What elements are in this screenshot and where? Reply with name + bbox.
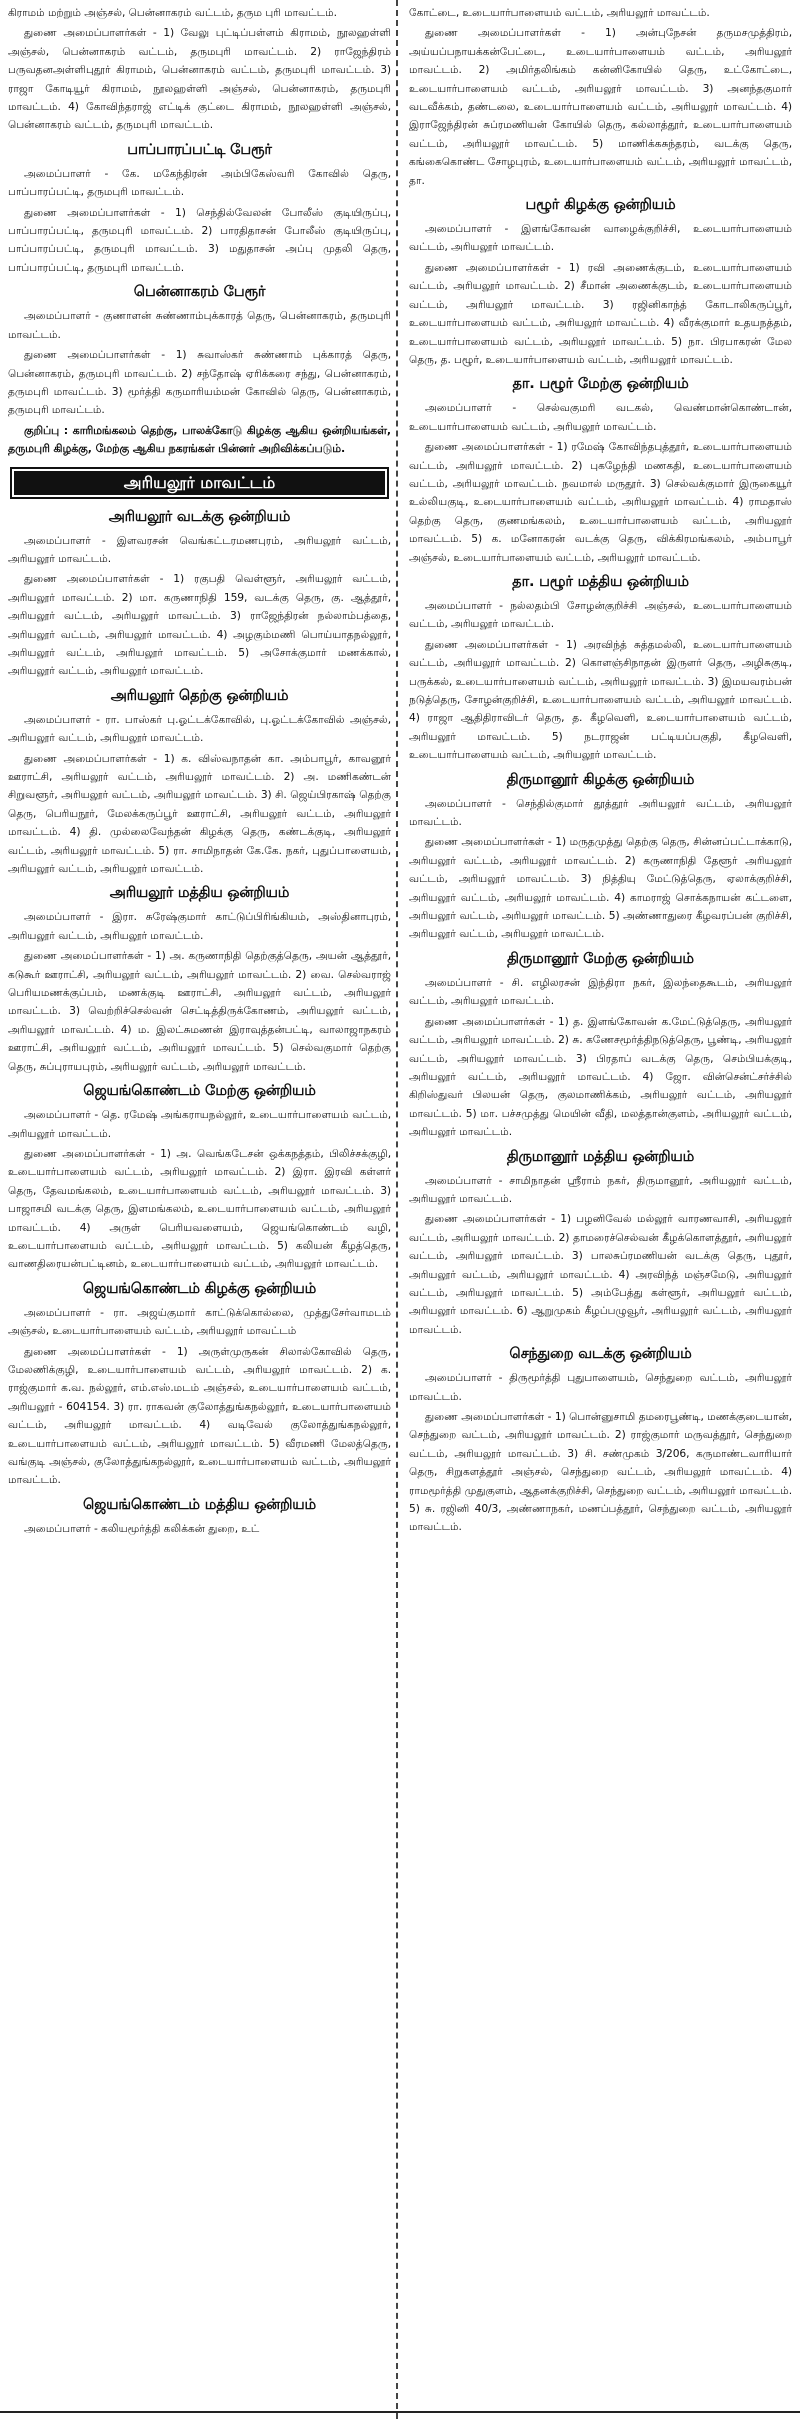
section-heading: செந்துறை வடக்கு ஒன்றியம்	[509, 1346, 692, 1363]
paragraph: அமைப்பாளர் - இளவரசன் வெங்கட்டரமணபுரம், அரியலூர் வட்டம், அரியலூர் மாவட்டம்.	[8, 533, 391, 565]
paragraph: அமைப்பாளர் - தெ. ரமேஷ் அங்கராயநல்லூர், உடையார்பாளையம் வட்டம், அரியலூர் மாவட்டம்.	[8, 1108, 391, 1140]
paragraph: அமைப்பாளர் - செல்வகுமரி வடகல், வெண்மான்கொண்டான், உடையார்பாளையம் வட்டம், அரியலூர் மாவட்டம்.	[409, 401, 792, 433]
section-heading: ஜெயங்கொண்டம் மத்திய ஒன்றியம்	[82, 1496, 317, 1513]
paragraph: துணை அமைப்பாளர்கள் - 1) அன்புநேசன் தருமசமுத்திரம், அய்யப்பநாயக்கன்பேட்டை, உடையார்பாளையம் வட்டம், அரியலூர் மாவட்டம். 2) அமிர்தலிங்கம் கன்னிகோயில் தெரு, உட்கோட்டை, உடையார்பாளையம் வட்டம், அரியலூர் மாவட்டம். 3) அனந்தகுமார் வடவீக்கம், தண்டலை, உடையார்பாளையம் வட்டம், அரியலூர் மாவட்டம். 4) இராஜேந்திரன் சுப்ரமணியன் கோயில் தெரு, கல்லாத்தூர், உடையார்பாளையம் வட்டம், அரியலூர் மாவட்டம். 5) மாணிக்கசுந்தரம், வடக்கு தெரு, கங்கைகொண்ட சோழபுரம், உடையார்பாளையம் வட்டம், அரியலூர் மாவட்டம், தா.	[409, 26, 792, 187]
left-column	[8, 4, 391, 2404]
paragraph: அமைப்பாளர் - இளங்கோவன் வாழைக்குறிச்சி, உடையார்பாளையம் வட்டம், அரியலூர் மாவட்டம்.	[409, 222, 792, 254]
paragraph: அமைப்பாளர் - நல்லதம்பி சோழன்குறிச்சி அஞ்சல், உடையார்பாளையம் வட்டம், அரியலூர் மாவட்டம்.	[409, 598, 792, 631]
paragraph: அமைப்பாளர் - ரா. அஜய்குமார் காட்டுக்கொல்லை, முத்துசேர்வாமடம் அஞ்சல், உடையார்பாளையம் வட்டம், அரியலூர் மாவட்டம்	[8, 1305, 391, 1338]
section-heading: ஜெயங்கொண்டம் கிழக்கு ஒன்றியம்	[82, 1280, 317, 1297]
paragraph: அமைப்பாளர் - திருமூர்த்தி புதுபாளையம், செந்துறை வட்டம், அரியலூர் மாவட்டம்.	[409, 1371, 792, 1403]
paragraph: துணை அமைப்பாளர்கள் - 1) த. இளங்கோவன் க.மேட்டுத்தெரு, அரியலூர் வட்டம், அரியலூர் மாவட்டம். 2) சு. கணேசமூர்த்திநடுத்தெரு, பூண்டி, அரியலூர் வட்டம், அரியலூர் மாவட்டம். 3) பிரதாப் வடக்கு தெரு, செம்பியக்குடி, அரியலூர் வட்டம், அரியலூர் மாவட்டம். 4) ஜோ. வின்சென்ட்சர்ச்சில் கிறிஸ்துவர் பிலயன் தெரு, குலமாணிக்கம், அரியலூர் வட்டம், அரியலூர் மாவட்டம். 5) மா. பச்சமுத்து மெயின் வீதி, மலத்தான்குளம், அரியலூர் வட்டம், அரியலூர் மாவட்டம்.	[409, 1014, 792, 1139]
section-heading: அரியலூர் தெற்கு ஒன்றியம்	[110, 687, 289, 704]
paragraph: துணை அமைப்பாளர்கள் - 1) அருள்முருகன் சிலால்கோவில் தெரு, மேலணிக்குழி, உடையார்பாளையம் வட்டம், அரியலூர் மாவட்டம். 2) க. ராஜ்குமார் க.வ. நல்லூர், எம்.எஸ்.மடம் அஞ்சல், உடையார்பாளையம் வட்டம், அரியலூர் - 604154. 3) ரா. ராகவன் குலோத்துங்கநல்லூர், உடையார்பாளையம் வட்டம், அரியலூர் மாவட்டம். 4) வடிவேல் குலோத்துங்கநல்லூர், உடையார்பாளையம் வட்டம், அரியலூர் மாவட்டம். 5) வீரமணி மேலத்தெரு, வங்குடி அஞ்சல், குலோத்துங்கநல்லூர், உடையார்பாளையம் வட்டம், அரியலூர் மாவட்டம்.	[8, 1344, 391, 1487]
paragraph: துணை அமைப்பாளர்கள் - 1) பொன்னுசாமி தமரைபூண்டி, மணக்குடையான், செந்துறை வட்டம், அரியலூர் மாவட்டம். 2) ராஜ்குமார் மருவத்தூர், செந்துறை வட்டம், அரியலூர் மாவட்டம். 3) சி. சண்முகம் 3/206, கருமாண்டவாரியார் தெரு, சிறுகளத்தூர் அஞ்சல், செந்துறை வட்டம், அரியலூர் மாவட்டம். 4) ராமமூர்த்தி முதுகுளம், ஆதனக்குறிச்சி, செந்துறை வட்டம், அரியலூர் மாவட்டம். 5) சு. ரஜினி 40/3, அண்ணாநகர், மணப்பத்தூர், செந்துறை வட்டம், அரியலூர் மாவட்டம்.	[409, 1410, 792, 1534]
note-paragraph: குறிப்பு : காரிமங்கலம் தெற்கு, பாலக்கோடு கிழக்கு ஆகிய ஒன்றியங்கள், தருமபுரி கிழக்கு, மேற்கு ஆகிய நகரங்கள் பின்னர் அறிவிக்கப்படும்.	[8, 423, 391, 456]
section-heading: அரியலூர் மத்திய ஒன்றியம்	[109, 885, 290, 902]
paragraph: அமைப்பாளர் - செந்தில்குமார் தூத்தூர் அரியலூர் வட்டம், அரியலூர் மாவட்டம்.	[409, 796, 792, 829]
paragraph: துணை அமைப்பாளர்கள் - 1) செந்தில்வேலன் போலீஸ் குடியிருப்பு, பாப்பாரப்பட்டி, தருமபுரி மாவட்டம். 2) பாரதிதாசன் போலீஸ் குடியிருப்பு, பாப்பாரப்பட்டி, தருமபுரி மாவட்டம். 3) மதுதாசன் அப்பு முதலி தெரு, பாப்பாரப்பட்டி, தருமபுரி மாவட்டம்.	[8, 205, 391, 274]
district-banner	[10, 467, 389, 499]
section-heading: பழூர் கிழக்கு ஒன்றியம்	[525, 197, 676, 214]
paragraph: துணை அமைப்பாளர்கள் - 1) ரகுபதி வெள்ளூர், அரியலூர் வட்டம், அரியலூர் மாவட்டம். 2) மா. கருணாநிதி 159, வடக்கு தெரு, கு. ஆத்தூர், அரியலூர் வட்டம், அரியலூர் மாவட்டம். 3) ராஜேந்திரன் நல்லாம்பத்தை, அரியலூர் வட்டம், அரியலூர் மாவட்டம். 4) அழகும்மணி பொய்யாதநல்லூர், அரியலூர் வட்டம், அரியலூர் மாவட்டம். 5) அசோக்குமார் மணக்கால், அரியலூர் வட்டம், அரியலூர் மாவட்டம்.	[8, 572, 391, 678]
section-heading: திருமானூர் கிழக்கு ஒன்றியம்	[506, 771, 695, 788]
paragraph: துணை அமைப்பாளர்கள் - 1) ரவி அணைக்குடம், உடையார்பாளையம் வட்டம், அரியலூர் மாவட்டம். 2) சீமான் அணைக்குடம், உடையார்பாளையம் வட்டம், அரியலூர் மாவட்டம். 3) ரஜினிகாந்த் கோடாலிகருப்பூர், உடையார்பாளையம் வட்டம், அரியலூர் மாவட்டம். 4) வீரக்குமார் உதயநத்தம், உடையார்பாளையம் வட்டம், அரியலூர் மாவட்டம். 5) நா. பிரபாகரன் மேல தெரு, த. பழூர், உடையார்பாளையம் வட்டம், அரியலூர் மாவட்டம்.	[409, 260, 792, 366]
section-heading: அரியலூர் வடக்கு ஒன்றியம்	[108, 508, 291, 525]
paragraph: துணை அமைப்பாளர்கள் - 1) ரமேஷ் கோவிந்தபுத்தூர், உடையார்பாளையம் வட்டம், அரியலூர் மாவட்டம். 2) புகழேந்தி மணகதி, உடையார்பாளையம் வட்டம், அரியலூர் மாவட்டம். நவமால் மருதூர். 3) செல்வக்குமார் இருகையூர் உல்லியகுடி, உடையார்பாளையம் வட்டம், அரியலூர் மாவட்டம். 4) ராமதாஸ் தெற்கு தெரு, குணமங்கலம், உடையார்பாளையம் வட்டம், அரியலூர் மாவட்டம். 5) க. மனோகரன் வடக்கு தெரு, விக்கிரமங்கலம், அம்பாபூர் அஞ்சல், உடையார்பாளையம் வட்டம், அரியலூர் மாவட்டம்.	[409, 440, 792, 564]
paragraph: அமைப்பாளர் - சி. எழிலரசன் இந்திரா நகர், இலந்தைகூடம், அரியலூர் வட்டம், அரியலூர் மாவட்டம்.	[409, 975, 792, 1008]
bottom-rule	[0, 2411, 800, 2413]
paragraph: அமைப்பாளர் - குணாளன் சுண்ணாம்புக்காரத் தெரு, பென்னாகரம், தருமபுரி மாவட்டம்.	[8, 309, 391, 341]
district-title: அரியலூர் மாவட்டம்	[123, 472, 276, 492]
paragraph: அமைப்பாளர் - இரா. சுரேஷ்குமார் காட்டுப்பிரிங்கியம், அஸ்தினாபுரம், அரியலூர் வட்டம், அரியலூர் மாவட்டம்.	[8, 910, 391, 942]
paragraph: கோட்டை, உடையார்பாளையம் வட்டம், அரியலூர் மாவட்டம்.	[409, 6, 710, 19]
paragraph: துணை அமைப்பாளர்கள் - 1) பழனிவேல் மல்லூர் வாரணவாசி, அரியலூர் வட்டம், அரியலூர் மாவட்டம். 2) தாமரைச்செல்வன் கீழக்கொளத்தூர், அரியலூர் வட்டம், அரியலூர் மாவட்டம். 3) பாலசுப்ரமணியன் வடக்கு தெரு, புதூர், அரியலூர் வட்டம், அரியலூர் மாவட்டம். 4) அரவிந்த் மஞ்சமேடு, அரியலூர் வட்டம், அரியலூர் மாவட்டம். 5) அம்பேத்து கள்ளூர், அரியலூர் வட்டம், அரியலூர் மாவட்டம். 6) ஆறுமுகம் கீழப்பழுவூர், அரியலூர் வட்டம், அரியலூர் மாவட்டம்.	[409, 1212, 792, 1336]
section-heading: பாப்பாரப்பட்டி பேரூர்	[127, 141, 272, 158]
section-heading: திருமானூர் மேற்கு ஒன்றியம்	[507, 950, 694, 967]
paragraph: துணை அமைப்பாளர்கள் - 1) அ. கருணாநிதி தெற்குத்தெரு, அயன் ஆத்தூர், கடுகூர் ஊராட்சி, அரியலூர் வட்டம், அரியலூர் மாவட்டம். 2) வை. செல்வராஜ் பெரியமணக்குப்பம், மணக்குடி ஊராட்சி, அரியலூர் வட்டம், அரியலூர் மாவட்டம். 3) வெற்றிச்செல்வன் செட்டித்திருக்கோணம், அரியலூர் வட்டம், அரியலூர் மாவட்டம். 4) ம. இலட்சுமணன் இராவுத்தன்பட்டி, வாலாஜாநகரம் ஊராட்சி, அரியலூர் வட்டம், அரியலூர் மாவட்டம். 5) செல்வகுமார் தெற்கு தெரு, சுப்புராயபுரம், அரியலூர் வட்டம், அரியலூர் மாவட்டம்.	[8, 949, 391, 1073]
section-heading: ஜெயங்கொண்டம் மேற்கு ஒன்றியம்	[83, 1083, 316, 1100]
paragraph: அமைப்பாளர் - கலியமூர்த்தி கலிக்கன் துறை, உட்	[24, 1521, 260, 1535]
paragraph: அமைப்பாளர் - கே. மகேந்திரன் அம்பிகேஸ்வரி கோவில் தெரு, பாப்பாரப்பட்டி, தருமபுரி மாவட்டம்.	[8, 166, 391, 199]
paragraph: அமைப்பாளர் - ரா. பாஸ்கர் பு.ஓட்டக்கோவில், பு.ஓட்டக்கோவில் அஞ்சல், அரியலூர் வட்டம், அரியலூர் மாவட்டம்.	[8, 712, 391, 745]
paragraph: துணை அமைப்பாளர்கள் - 1) க. விஸ்வநாதன் கா. அம்பாபூர், காவனூர் ஊராட்சி, அரியலூர் வட்டம், அரியலூர் மாவட்டம். 2) அ. மணிகண்டன் சிறுவளூர், அரியலூர் வட்டம், அரியலூர் மாவட்டம். 3) சி. ஜெய்பிரகாஷ் தெற்கு தெரு, பெரியநூர், மேலக்கருப்பூர் ஊராட்சி, அரியலூர் வட்டம், அரியலூர் மாவட்டம். 4) தி. முல்லைவேந்தன் கிழக்கு தெரு, கண்டக்குடி, அரியலூர் வட்டம், அரியலூர் மாவட்டம். 5) ரா. சாமிநாதன் கே.கே. நகர், புதுப்பாளையம், அரியலூர் வட்டம், அரியலூர் மாவட்டம்.	[8, 751, 391, 876]
section-heading: தா. பழூர் மத்திய ஒன்றியம்	[512, 573, 689, 590]
column-divider	[396, 0, 398, 2419]
paragraph: அமைப்பாளர் - சாமிநாதன் ஸ்ரீராம் நகர், திருமானூர், அரியலூர் வட்டம், அரியலூர் மாவட்டம்.	[409, 1173, 792, 1205]
section-heading: தா. பழூர் மேற்கு ஒன்றியம்	[512, 376, 689, 393]
paragraph: கிராமம் மற்றும் அஞ்சல், பென்னாகரம் வட்டம், தரும புரி மாவட்டம்.	[8, 6, 337, 19]
paragraph: துணை அமைப்பாளர்கள் - 1) சுவாஸ்கர் சுண்ணாம் புக்காரத் தெரு, பென்னாகரம், தருமபுரி மாவட்டம். 2) சந்தோஷ் ஏரிக்கரை சந்து, பென்னாகரம், தருமபுரி மாவட்டம். 3) மூர்த்தி கருமாரியம்மன் கோவில் தெரு, பென்னாகரம், தருமபுரி மாவட்டம்.	[8, 348, 391, 417]
paragraph: துணை அமைப்பாளர்கள் - 1) அரவிந்த் சுத்தமல்லி, உடையார்பாளையம் வட்டம், அரியலூர் மாவட்டம். 2) கொளஞ்சிநாதன் இருளர் தெரு, அழிசுகுடி, பருக்கல், உடையார்பாளையம் வட்டம், அரியலூர் மாவட்டம். 3) இமயவரம்பன் நடுத்தெரு, சோழன்குறிச்சி, உடையார்பாளையம் வட்டம், அரியலூர் மாவட்டம். 4) ராஜா ஆதிதிராவிடர் தெரு, த. கீழவெளி, உடையார்பாளையம் வட்டம், அரியலூர் மாவட்டம். 5) நடராஜன் பட்டியப்பகுதி, கீழவெளி, உடையார்பாளையம் வட்டம், அரியலூர் மாவட்டம்.	[409, 637, 792, 762]
paragraph: துணை அமைப்பாளர்கள் - 1) மருதமுத்து தெற்கு தெரு, சின்னப்பட்டாக்காடு, அரியலூர் வட்டம், அரியலூர் மாவட்டம். 2) கருணாநிதி தேளூர் அரியலூர் வட்டம், அரியலூர் மாவட்டம். 3) நித்தியு மேட்டுத்தெரு, ஏலாக்குறிச்சி, அரியலூர் வட்டம், அரியலூர் மாவட்டம். 4) காமராஜ் சொக்கநாயன் கட்டளை, அரியலூர் வட்டம், அரியலூர் மாவட்டம். 5) அண்ணாதுரை கீழவரப்பன் குறிச்சி, அரியலூர் வட்டம், அரியலூர் மாவட்டம்.	[409, 835, 792, 941]
paragraph: துணை அமைப்பாளர்கள் - 1) வேலு புட்டிப்பள்ளம் கிராமம், நூலஹள்ளி அஞ்சல், பென்னாகரம் வட்டம், தருமபுரி மாவட்டம். 2) ராஜேந்திரம் பருவதனஅள்ளிபுதூர் கிராமம், பென்னாகரம் வட்டம், தருமபுரி மாவட்டம். 3) ராஜா கோடியூர் கிராமம், நூலஹள்ளி அஞ்சல், பென்னாகரம், தருமபுரி மாவட்டம். 4) கோவிந்தராஜ் எட்டிக் குட்டை கிராமம், நூலஹள்ளி அஞ்சல், பென்னாகரம் வட்டம், தருமபுரி மாவட்டம்.	[8, 26, 391, 132]
section-heading: திருமானூர் மத்திய ஒன்றியம்	[506, 1148, 695, 1165]
paragraph: துணை அமைப்பாளர்கள் - 1) அ. வெங்கடேசன் ஒக்கநத்தம், பிலிச்சக்குழி, உடையார்பாளையம் வட்டம், அரியலூர் மாவட்டம். 2) இரா. இரவி கள்ளர் தெரு, தேவமங்கலம், உடையார்பாளையம் வட்டம், அரியலூர் மாவட்டம். 3) பாஜாசமி வடக்கு தெரு, இளமங்கலம், உடையார்பாளையம் வட்டம், அரியலூர் மாவட்டம். 4) அருள் பெரியவளையம், ஜெயங்கொண்டம் வழி, உடையார்பாளையம் வட்டம், அரியலூர் மாவட்டம். 5) கலியன் கீழத்தெரு, வாணதிரையன்பட்டினம், உடையார்பாளையம் வட்டம், அரியலூர் மாவட்டம்.	[8, 1146, 391, 1271]
right-column	[409, 4, 792, 2404]
section-heading: பென்னாகரம் பேரூர்	[133, 284, 266, 301]
